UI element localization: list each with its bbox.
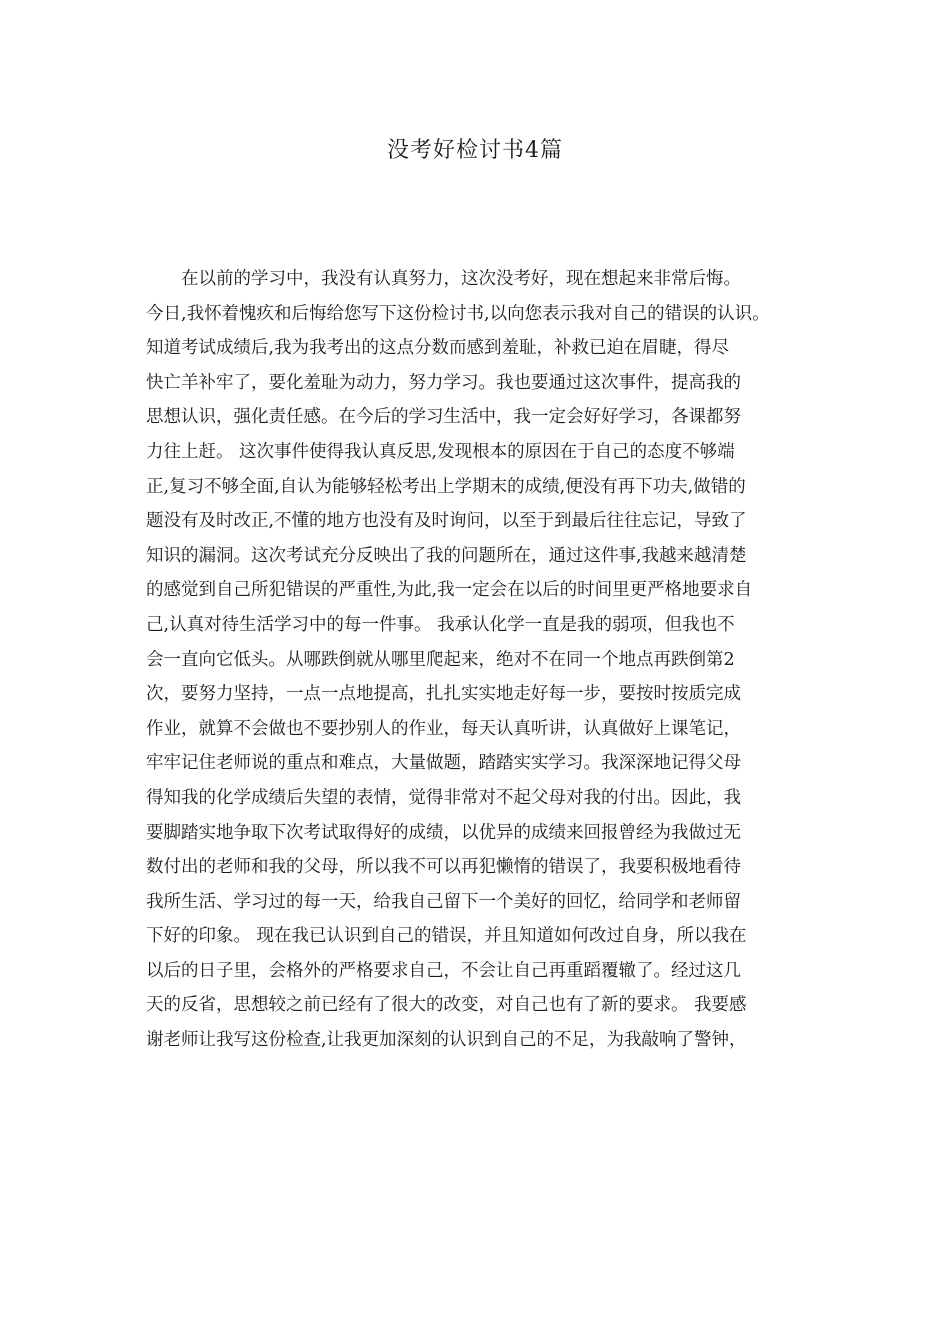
body-line: 天的反省，思想较之前已经有了很大的改变，对自己也有了新的要求。 我要感 (146, 995, 747, 1016)
body-line: 在以前的学习中，我没有认真努力，这次没考好，现在想起来非常后悔。 (146, 269, 741, 289)
body-line: 的感觉到自己所犯错误的严重性,为此,我一定会在以后的时间里更严格地要求自 (146, 580, 753, 601)
body-line: 知识的漏洞。这次考试充分反映出了我的问题所在，通过这件事,我越来越清楚 (146, 545, 747, 566)
body-line: 数付出的老师和我的父母，所以我不可以再犯懒惰的错误了，我要积极地看待 (146, 857, 741, 878)
body-line: 我所生活、学习过的每一天，给我自己留下一个美好的回忆，给同学和老师留 (146, 891, 741, 912)
body-line: 牢牢记住老师说的重点和难点，大量做题，踏踏实实学习。我深深地记得父母 (146, 753, 741, 774)
body-line: 次，要努力坚持，一点一点地提高，扎扎实实地走好每一步，要按时按质完成 (146, 684, 741, 705)
body-line: 力往上赶。 这次事件使得我认真反思,发现根本的原因在于自己的态度不够端 (146, 441, 735, 462)
body-line: 题没有及时改正,不懂的地方也没有及时询问，以至于到最后往往忘记，导致了 (146, 511, 747, 532)
body-line: 谢老师让我写这份检查,让我更加深刻的认识到自己的不足，为我敲响了警钟， (146, 1030, 747, 1051)
body-line: 今日,我怀着愧疚和后悔给您写下这份检讨书,以向您表示我对自己的错误的认识。 (146, 303, 770, 324)
body-line: 思想认识，强化责任感。在今后的学习生活中，我一定会好好学习，各课都努 (146, 407, 741, 428)
document-title: 没考好检讨书4篇 (387, 138, 563, 163)
body-line: 快亡羊补牢了，要化羞耻为动力，努力学习。我也要通过这次事件，提高我的 (146, 372, 741, 393)
body-line: 知道考试成绩后,我为我考出的这点分数而感到羞耻，补救已迫在眉睫，得尽 (146, 338, 730, 359)
document-body (146, 262, 826, 1058)
body-line: 以后的日子里，会格外的严格要求自己，不会让自己再重蹈覆辙了。经过这几 (146, 960, 741, 981)
body-line: 下好的印象。 现在我已认识到自己的错误，并且知道如何改过自身，所以我在 (146, 926, 747, 947)
body-line: 己,认真对待生活学习中的每一件事。 我承认化学一直是我的弱项，但我也不 (146, 614, 735, 635)
body-line: 得知我的化学成绩后失望的表情，觉得非常对不起父母对我的付出。因此，我 (146, 787, 741, 808)
body-line: 作业，就算不会做也不要抄别人的作业，每天认真听讲，认真做好上课笔记， (146, 718, 741, 739)
body-line: 正,复习不够全面,自认为能够轻松考出上学期末的成绩,便没有再下功夫,做错的 (146, 476, 746, 497)
body-line: 要脚踏实地争取下次考试取得好的成绩，以优异的成绩来回报曾经为我做过无 (146, 822, 741, 843)
body-line: 会一直向它低头。从哪跌倒就从哪里爬起来，绝对不在同一个地点再跌倒第2 (146, 649, 735, 670)
